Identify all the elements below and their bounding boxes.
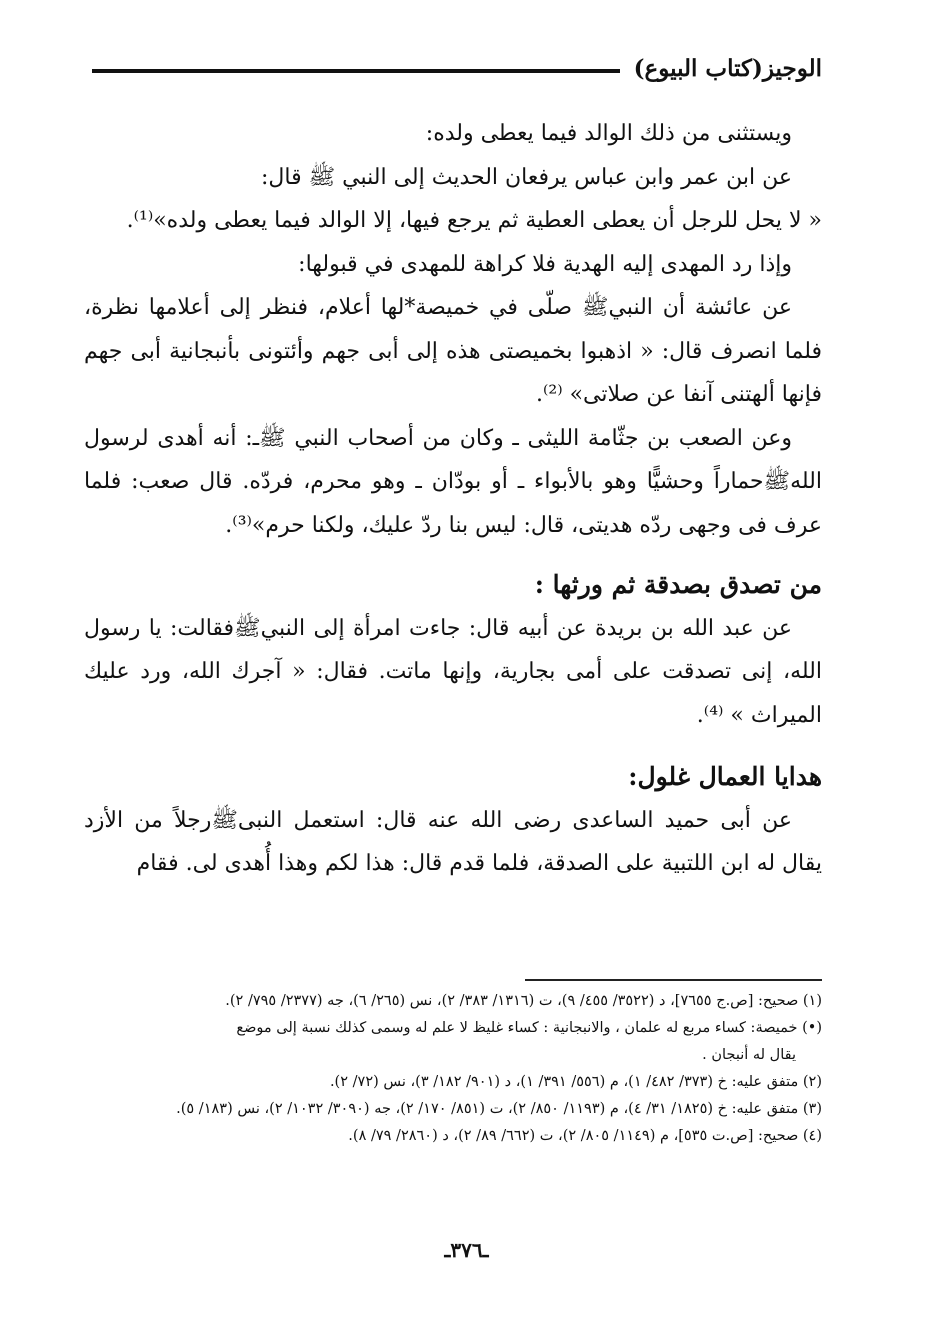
hadith-quote: « لا يحل للرجل أن يعطى العطية ثم يرجع فيها، إلا الوالد فيما يعطى ولده»⁽¹⁾.: [126, 208, 822, 233]
paragraph: ويستثنى من ذلك الوالد فيما يعطى ولده:: [425, 121, 792, 146]
footnote: (٣) متفق عليه: خ (١٨٢٥/ ٣١/ ٤)، م (١١٩٣/ ٨٥٠/ ٢)، ت (٨٥١/ ١٧٠/ ٢)، جه (٣٠٩٠/ ١٠٣٢/ ٢)، نس (١٨٣/ ٥).: [176, 1101, 822, 1117]
footnote: (١) صحيح: [ص.ج ٧٦٥٥]، د (٣٥٢٢/ ٤٥٥/ ٩)، ت (١٣١٦/ ٣٨٣/ ٢)، نس (٢٦٥/ ٦)، جه (٢٣٧٧/ ٧٩٥/ ٢).: [225, 993, 822, 1009]
header-title: الوجيز(كتاب البيوع): [633, 54, 822, 82]
footnote: (•) خميصة: كساء مربع له علمان ، والانبجانية : كساء غليظ لا علم له وسمى كذلك نسبة إلى موضع: [236, 1020, 822, 1036]
section-heading: من تصدق بصدقة ثم ورثها :: [534, 570, 822, 599]
paragraph: عن عبد الله بن بريدة عن أبيه قال: جاءت امرأة إلى النبيﷺفقالت: يا رسول الله، إنى تصدقت على أمى بجارية، وإنها ماتت. فقال: « آجرك الله، ورد عليك الميراث » ⁽⁴⁾.: [84, 615, 822, 728]
paragraph: عن أبى حميد الساعدى رضى الله عنه قال: استعمل النبىﷺرجلاً من الأزد يقال له ابن اللتبية على الصدقة، فلما قدم قال: هذا لكم وهذا أُهدى لى. فقام: [84, 807, 822, 876]
paragraph: عن ابن عمر وابن عباس يرفعان الحديث إلى النبي ﷺ قال:: [260, 164, 792, 190]
paragraph: وعن الصعب بن جثّامة الليثى ـ وكان من أصحاب النبي ﷺـ: أنه أهدى لرسول اللهﷺحماراً وحشيًّا وهو بالأبواء ـ أو بودّان ـ وهو محرم، فردّه. قال صعب: فلما عرف فى وجهى ردّه هديتى، قال: ليس بنا ردّ عليك، ولكنا حرم»⁽³⁾.: [84, 425, 823, 538]
page-number: ـ٣٧٦ـ: [444, 1238, 489, 1262]
footnote: (٢) متفق عليه: خ (٣٧٣/ ٤٨٢/ ١)، م (٥٥٦/ ٣٩١/ ١)، د (٩٠١/ ١٨٢/ ٣)، نس (٧٢/ ٢).: [329, 1074, 822, 1090]
running-header: [92, 48, 822, 88]
main-text: [84, 112, 822, 886]
paragraph: عن عائشة أن النبيﷺ صلّى في خميصة*لها أعلام، فنظر إلى أعلامها نظرة، فلما انصرف قال: « اذهبوا بخميصتى هذه إلى أبى جهم وأئتونى بأنبجانية أبى جهم فإنها ألهتنى آنفا عن صلاتى» ⁽²⁾.: [84, 295, 822, 407]
section-heading: هدايا العمال غلول:: [628, 762, 822, 791]
footnote-continuation: يقال له أنبجان .: [702, 1047, 796, 1063]
header-rule: [92, 69, 620, 73]
footnotes: [84, 990, 822, 1152]
paragraph: وإذا رد المهدى إليه الهدية فلا كراهة للمهدى في قبولها:: [298, 251, 792, 277]
footnote-separator: [525, 979, 822, 981]
footnote: (٤) صحيح: [ص.ت ٥٣٥]، م (١١٤٩/ ٨٠٥/ ٢)، ت (٦٦٢/ ٨٩/ ٢)، د (٢٨٦٠/ ٧٩/ ٨).: [348, 1128, 822, 1144]
